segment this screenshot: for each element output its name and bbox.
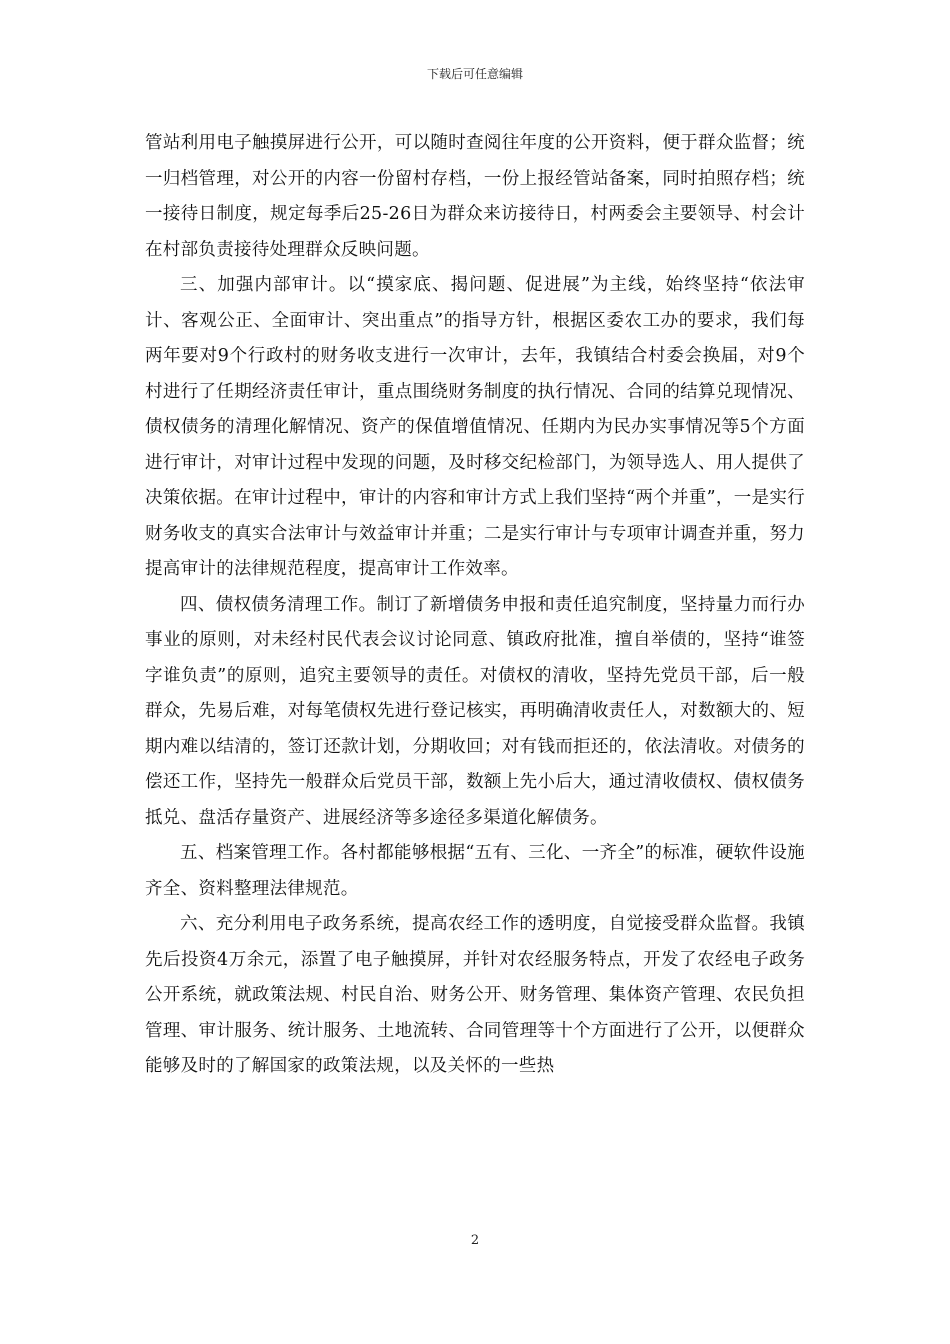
paragraph-internal-audit: 三、加强内部审计。以“摸家底、揭问题、促进展”为主线，始终坚持“依法审计、客观公正、全面审计、突出重点”的指导方针，根据区委农工办的要求，我们每两年要对9个行政村的财务收支进行一次审计，去年，我镇结合村委会换届，对9个村进行了任期经济责任审计，重点围绕财务制度的执行情况、合同的结算兑现情况、债权债务的清理化解情况、资产的保值增值情况、任期内为民办实事情况等5个方面进行审计，对审计过程中发现的问题，及时移交纪检部门，为领导选人、用人提供了决策依据。在审计过程中，审计的内容和审计方式上我们坚持“两个并重”，一是实行财务收支的真实合法审计与效益审计并重；二是实行审计与专项审计调查并重，努力提高审计的法律规范程度，提高审计工作效率。 <box>145 275 805 579</box>
paragraph-e-government: 六、充分利用电子政务系统，提高农经工作的透明度，自觉接受群众监督。我镇先后投资4万余元，添置了电子触摸屏，并针对农经服务特点，开发了农经电子政务公开系统，就政策法规、村民自治、财务公开、财务管理、集体资产管理、农民负担管理、审计服务、统计服务、土地流转、合同管理等十个方面进行了公开，以便群众能够及时的了解国家的政策法规，以及关怀的一些热 <box>145 914 805 1076</box>
page-number: 2 <box>470 1233 480 1248</box>
paragraph-debt-clearance: 四、债权债务清理工作。制订了新增债务申报和责任追究制度，坚持量力而行办事业的原则，对未经村民代表会议讨论同意、镇政府批准，擅自举债的，坚持“谁签字谁负责”的原则，追究主要领导的责任。对债权的清收，坚持先党员干部，后一般群众，先易后难，对每笔债权先进行登记核实，再明确清收责任人，对数额大的、短期内难以结清的，签订还款计划，分期收回；对有钱而拒还的，依法清收。对债务的偿还工作，坚持先一般群众后党员干部，数额上先小后大，通过清收债权、债权债务抵兑、盘活存量资产、进展经济等多途径多渠道化解债务。 <box>145 594 805 828</box>
paragraph-continuation: 管站利用电子触摸屏进行公开，可以随时查阅往年度的公开资料，便于群众监督；统一归档管理，对公开的内容一份留村存档，一份上报经管站备案，同时拍照存档；统一接待日制度，规定每季后25-26日为群众来访接待日，村两委会主要领导、村会计在村部负责接待处理群众反映问题。 <box>145 133 805 260</box>
page-header: 下载后可任意编辑 <box>426 67 523 81</box>
paragraph-archive-management: 五、档案管理工作。各村都能够根据“五有、三化、一齐全”的标准，硬软件设施齐全、资料整理法律规范。 <box>145 843 805 899</box>
document-body <box>145 126 805 1085</box>
